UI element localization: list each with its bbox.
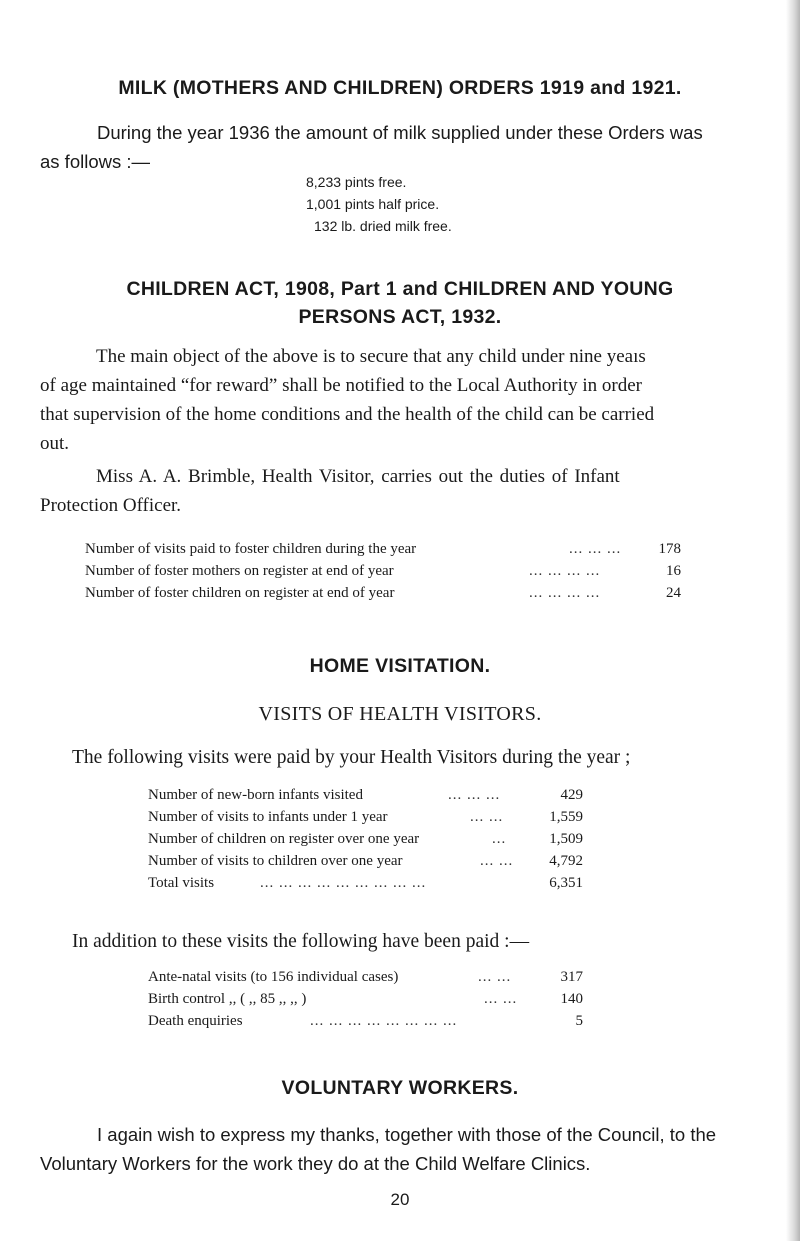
stat-row	[148, 808, 618, 826]
milk-supply-item: 8,233 pints free.	[306, 174, 407, 190]
stat-label: Number of visits to infants under 1 year	[148, 809, 388, 825]
leader-dots: ... ...	[478, 969, 512, 985]
paragraph-line: I again wish to express my thanks, together with those of the Council, to the	[97, 1124, 717, 1145]
stat-label: Number of foster mothers on register at end of year	[85, 563, 394, 579]
additional-visits-table	[148, 968, 618, 1038]
stat-value: 1,509	[549, 831, 583, 847]
stat-row	[148, 786, 618, 804]
additional-visits-intro: In addition to these visits the following have been paid :—	[72, 931, 530, 952]
stat-label: Birth control ,, ( ,, 85 ,, ,, )	[148, 991, 307, 1007]
health-visitor-stats-table	[148, 786, 618, 896]
leader-dots: ... ... ... ...	[529, 585, 601, 601]
leader-dots: ... ...	[470, 809, 504, 825]
paragraph-line: The main object of the above is to secure that any child under nine yeaıs	[96, 346, 646, 367]
stat-label: Total visits	[148, 875, 215, 891]
voluntary-workers-heading: VOLUNTARY WORKERS.	[281, 1077, 519, 1099]
home-visitation-heading: HOME VISITATION.	[309, 655, 491, 677]
children-act-heading	[40, 275, 760, 331]
children-act-heading-line: PERSONS ACT, 1932.	[298, 306, 502, 328]
stat-label: Number of visits to children over one year	[148, 853, 403, 869]
voluntary-workers-paragraph	[40, 1120, 760, 1178]
stat-value: 5	[575, 1013, 583, 1029]
stat-label: Ante-natal visits (to 156 individual cases)	[148, 969, 399, 985]
stat-label: Number of new-born infants visited	[148, 787, 363, 803]
stat-value: 6,351	[549, 875, 583, 891]
stat-value: 1,559	[549, 809, 583, 825]
milk-supply-item: 132 lb. dried milk free.	[314, 218, 452, 234]
stat-value: 16	[666, 563, 681, 579]
children-act-paragraph	[40, 342, 760, 458]
milk-intro-line: During the year 1936 the amount of milk supplied under these Orders was	[97, 122, 703, 143]
stat-value: 24	[666, 585, 681, 601]
stat-value: 429	[560, 787, 583, 803]
foster-stats-table	[85, 540, 705, 610]
leader-dots: ... ...	[484, 991, 518, 1007]
stat-label: Number of visits paid to foster children during the year	[85, 541, 417, 557]
milk-intro-line: as follows :—	[40, 151, 151, 172]
stat-row	[148, 1012, 618, 1030]
leader-dots: ... ... ... ... ... ... ... ...	[310, 1013, 458, 1029]
paragraph-line: Miss A. A. Brimble, Health Visitor, carries out the duties of Infant	[96, 466, 620, 487]
milk-intro-paragraph	[40, 118, 760, 176]
paragraph-line: that supervision of the home conditions and the health of the child can be carried	[40, 404, 655, 425]
paragraph-line: Voluntary Workers for the work they do at the Child Welfare Clinics.	[40, 1153, 591, 1174]
stat-row	[148, 830, 618, 848]
stat-label: Death enquiries	[148, 1013, 243, 1029]
stat-row	[85, 562, 705, 580]
leader-dots: ... ... ... ...	[529, 563, 601, 579]
paragraph-line: Protection Officer.	[40, 495, 182, 516]
leader-dots: ...	[492, 831, 507, 847]
milk-supply-item: 1,001 pints half price.	[306, 196, 440, 212]
page-edge-shadow	[786, 0, 800, 1241]
infant-protection-paragraph	[40, 462, 760, 520]
stat-label: Number of foster children on register at end of year	[85, 585, 395, 601]
leader-dots: ... ...	[480, 853, 514, 869]
stat-row	[85, 540, 705, 558]
stat-row	[148, 852, 618, 870]
stat-value: 140	[560, 991, 583, 1007]
health-visitors-subheading: VISITS OF HEALTH VISITORS.	[258, 703, 542, 725]
stat-value: 178	[658, 541, 681, 557]
stat-value: 4,792	[549, 853, 583, 869]
paragraph-line: out.	[40, 433, 70, 454]
health-visitors-intro: The following visits were paid by your Health Visitors during the year ;	[72, 747, 631, 768]
page-number: 20	[390, 1190, 410, 1209]
milk-orders-heading: MILK (MOTHERS AND CHILDREN) ORDERS 1919 and 1921.	[118, 77, 682, 99]
stat-row-total	[148, 874, 618, 892]
leader-dots: ... ... ...	[448, 787, 501, 803]
stat-value: 317	[560, 969, 583, 985]
milk-supply-list	[306, 171, 452, 237]
leader-dots: ... ... ...	[569, 541, 622, 557]
stat-row	[148, 968, 618, 986]
stat-label: Number of children on register over one year	[148, 831, 420, 847]
children-act-heading-line: CHILDREN ACT, 1908, Part 1 and CHILDREN AND YOUNG	[126, 278, 674, 300]
leader-dots: ... ... ... ... ... ... ... ... ...	[260, 875, 427, 891]
stat-row	[148, 990, 618, 1008]
paragraph-line: of age maintained “for reward” shall be notified to the Local Authority in order	[40, 375, 642, 396]
stat-row	[85, 584, 705, 602]
